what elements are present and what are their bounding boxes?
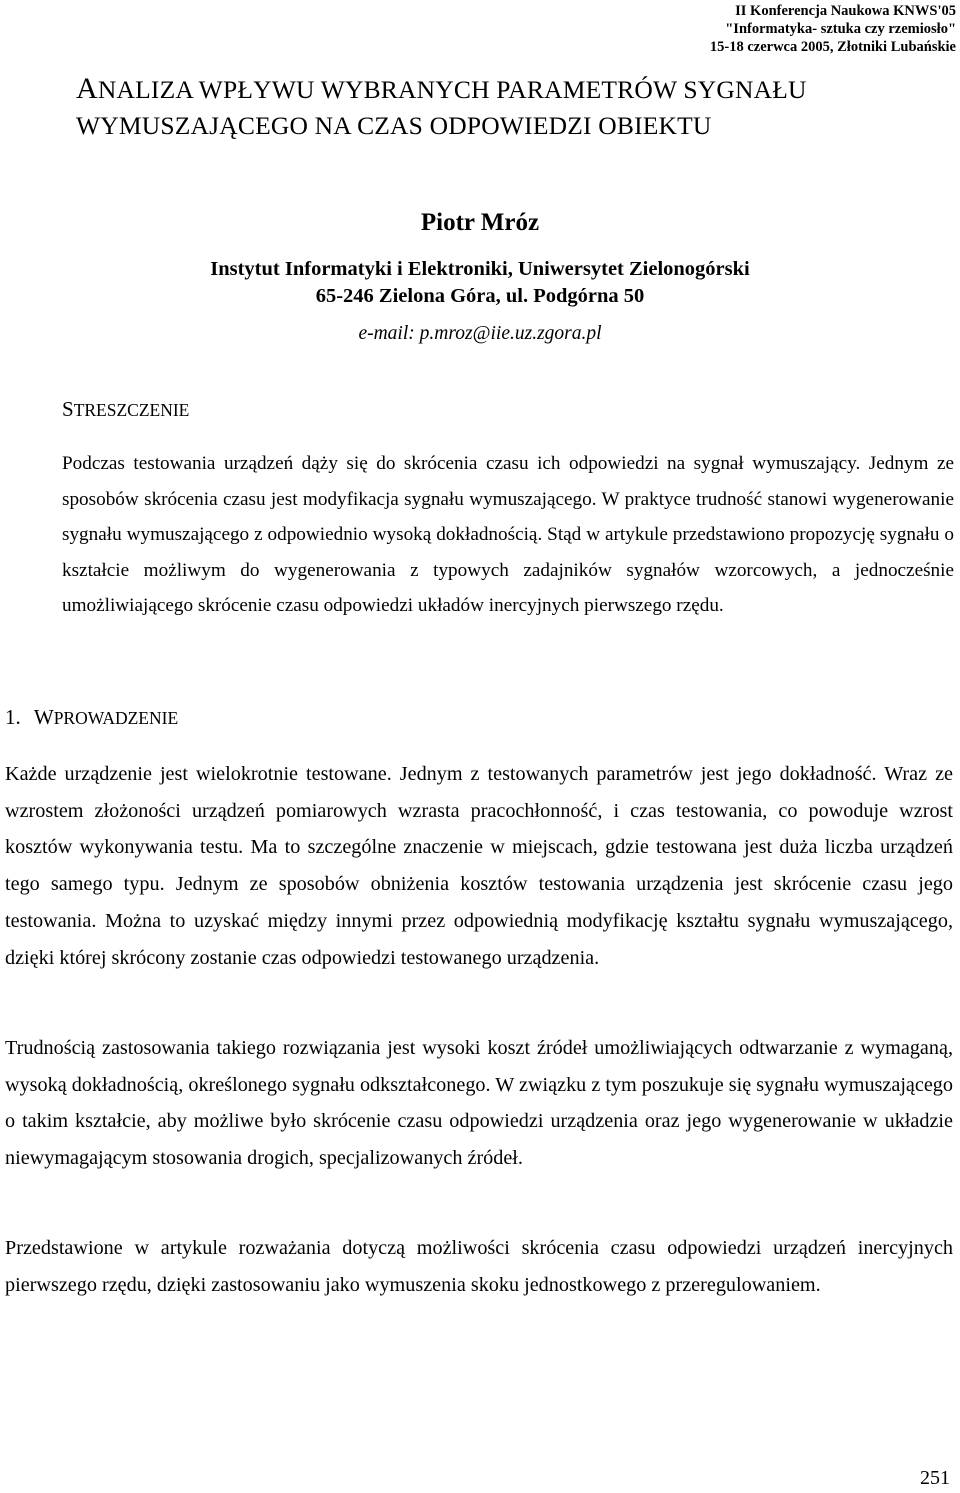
author-address: 65-246 Zielona Góra, ul. Podgórna 50	[315, 285, 645, 307]
author-email: e-mail: p.mroz@iie.uz.zgora.pl	[358, 323, 602, 344]
conference-name: II Konferencja Naukowa KNWS'05	[735, 3, 956, 19]
section-heading-initial: W	[33, 705, 54, 729]
section-heading-rest: PROWADZENIE	[53, 708, 179, 728]
abstract-heading	[62, 398, 189, 421]
section-heading-introduction	[5, 706, 178, 729]
conference-header	[710, 2, 956, 56]
abstract-heading-initial: S	[62, 397, 74, 421]
body-paragraph: Przedstawione w artykule rozważania dotyczą możliwości skrócenia czasu odpowiedzi urządzeń inercyjnych pierwszego rzędu, dzięki zastosowaniu jako wymuszenia skoku jednostkowego z przeregulowaniem.	[5, 1237, 953, 1296]
author-affiliation: Instytut Informatyki i Elektroniki, Uniwersytet Zielonogórski	[210, 258, 750, 280]
title-line-2: WYMUSZAJĄCEGO NA CZAS ODPOWIEDZI OBIEKTU	[76, 111, 712, 140]
paper-title	[76, 71, 936, 144]
title-line-1-rest: NALIZA WPŁYWU WYBRANYCH PARAMETRÓW SYGNAŁU	[97, 75, 807, 104]
conference-theme: "Informatyka- sztuka czy rzemiosło"	[725, 21, 956, 37]
conference-date-place: 15-18 czerwca 2005, Złotniki Lubańskie	[709, 39, 956, 55]
section-number: 1.	[5, 705, 21, 729]
abstract-heading-rest: TRESZCZENIE	[73, 400, 190, 420]
body-paragraph: Trudnością zastosowania takiego rozwiązania jest wysoki koszt źródeł umożliwiających odtwarzanie z wymaganą, wysoką dokładnością, określonego sygnału odkształconego. W związku z tym poszukuje się sygnału wymuszającego o takim kształcie, aby możliwe było skrócenie czasu odpowiedzi urządzenia oraz jego wygenerowanie w układzie niewymagającym stosowania drogich, specjalizowanych źródeł.	[5, 1037, 953, 1170]
author-name: Piotr Mróz	[420, 209, 540, 236]
title-initial: A	[76, 72, 98, 105]
page-number: 251	[920, 1467, 950, 1489]
body-paragraph: Każde urządzenie jest wielokrotnie testowane. Jednym z testowanych parametrów jest jego dokładność. Wraz ze wzrostem złożoności urządzeń pomiarowych wzrasta pracochłonność, i czas testowania, co powoduje wzrost kosztów wykonywania testu. Ma to szczególne znaczenie w miejscach, gdzie testowana jest duża liczba urządzeń tego samego typu. Jednym ze sposobów obniżenia kosztów testowania urządzenia jest skrócenie czasu jego testowania. Można to uzyskać między innymi przez odpowiednią modyfikację kształtu sygnału wymuszającego, dzięki której skrócony zostanie czas odpowiedzi testowanego urządzenia.	[5, 763, 953, 969]
abstract-text: Podczas testowania urządzeń dąży się do skrócenia czasu ich odpowiedzi na sygnał wymuszający. Jednym ze sposobów skrócenia czasu jest modyfikacja sygnału wymuszającego. W praktyce trudność stanowi wygenerowanie sygnału wymuszającego z odpowiednio wysoką dokładnością. Stąd w artykule przedstawiono propozycję sygnału o kształcie możliwym do wygenerowania z typowych zadajników sygnałów wzorcowych, a jednocześnie umożliwiającego skrócenie czasu odpowiedzi układów inercyjnych pierwszego rzędu.	[62, 453, 954, 616]
title-line-1	[76, 71, 936, 108]
